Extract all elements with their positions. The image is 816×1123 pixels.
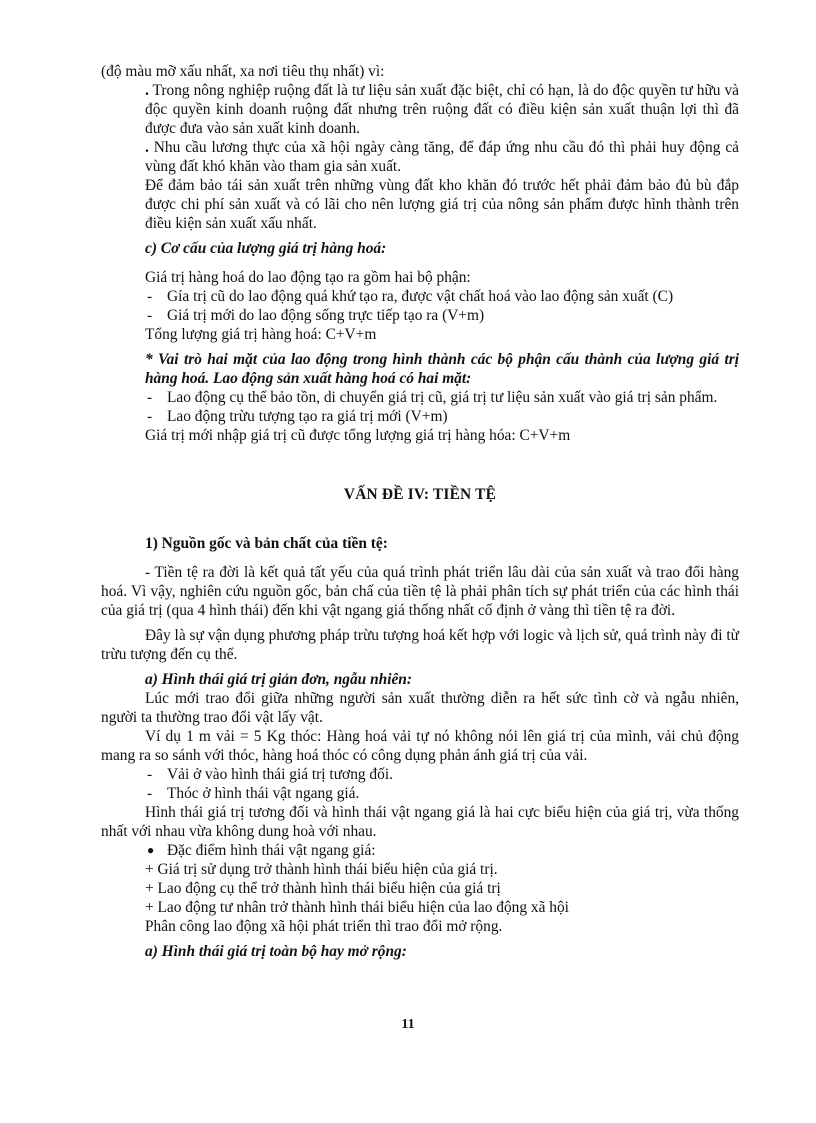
dash-marker: - (147, 766, 153, 783)
structure-total: Tổng lượng giá trị hàng hoá: C+V+m (145, 326, 377, 343)
document-page (101, 62, 739, 961)
structure-intro: Giá trị hàng hoá do lao động tạo ra gồm hai bộ phận: (145, 269, 471, 286)
reason-1-dot: . (145, 82, 149, 99)
heading-next-form: a) Hình thái giá trị toàn bộ hay mở rộng: (145, 943, 407, 960)
role-total: Giá trị mới nhập giá trị cũ được tổng lượng giá trị hàng hóa: C+V+m (145, 427, 571, 444)
paragraph-early-exchange: Lúc mới trao đổi giữa những người sản xuất thường diễn ra hết sức tình cờ và ngẫu nhiên, người ta thường trao đổi vật lấy vật. (101, 690, 739, 726)
chapter-title: VẤN ĐỀ IV: TIỀN TỆ (343, 486, 497, 503)
structure-item-text: Gía trị cũ do lao động quá khứ tạo ra, được vật chất hoá vào lao động sản xuất (C) (167, 288, 674, 305)
reason-1-text: Trong nông nghiệp ruộng đất là tư liệu sản xuất đặc biệt, chỉ có hạn, là do độc quyền tư hữu và độc quyền kinh doanh ruộng đất nhưng trên ruộng đất có điều kiện sản xuất thuận lợi thì đã được đưa vào sản xuất kinh doanh. (145, 82, 739, 137)
form-item-relative (101, 765, 739, 784)
dash-marker: - (147, 408, 153, 425)
paragraph-origin: - Tiền tệ ra đời là kết quả tất yếu của quá trình phát triển lâu dài của sản xuất và trao đổi hàng hoá. Vì vậy, nghiên cứu nguồn gốc, bản chấ của tiền tệ là phải phân tích sự phát triển của các hình thái của giá trị (qua 4 hình thái) đến khi vật ngang giá thống nhất cố định ở vàng thì tiền tệ ra đời. (101, 564, 739, 619)
bullet-dot-icon: ● (147, 843, 155, 857)
dash-marker: - (147, 389, 153, 406)
role-item-concrete-labor (101, 388, 739, 407)
role-item-text: Lao động trừu tượng tạo ra giá trị mới (V+m) (167, 408, 448, 425)
structure-item-new-value (101, 306, 739, 325)
role-item-abstract-labor (101, 407, 739, 426)
dash-marker: - (147, 307, 153, 324)
feature-item: + Lao động cụ thể trở thành hình thái biểu hiện của giá trị (145, 880, 501, 897)
form-item-equivalent (101, 784, 739, 803)
dash-marker: - (147, 785, 153, 802)
heading-a-simple-form: a) Hình thái giá trị giản đơn, ngẫu nhiên: (145, 671, 412, 688)
conclusion-paragraph: Để đảm bảo tái sản xuất trên những vùng đất kho khăn đó trước hết phải đảm bảo đủ bù đắp được chi phí sản xuất và có lãi cho nên lượng giá trị của nông sản phẩm được hình thành trên điều kiện sản xuất xấu nhất. (145, 177, 739, 232)
reason-1 (101, 81, 739, 138)
reason-2-text: Nhu cầu lương thực của xã hội ngày càng tăng, để đáp ứng nhu cầu đó thì phải huy động cả vùng đất khó khăn vào tham gia sản xuất. (145, 139, 739, 175)
paragraph-example: Ví dụ 1 m vải = 5 Kg thóc: Hàng hoá vải tự nó không nói lên giá trị của mình, vải chủ động mang ra so sánh với thóc, hàng hoá thóc có công dụng phản ánh giá trị của vải. (101, 728, 739, 764)
role-item-text: Lao động cụ thể bảo tồn, di chuyển giá trị cũ, giá trị tư liệu sản xuất vào giá trị sản phẩm. (167, 389, 718, 406)
structure-item-text: Giá trị mới do lao động sống trực tiếp tạo ra (V+m) (167, 307, 485, 324)
paragraph-two-poles: Hình thái giá trị tương đối và hình thái vật ngang giá là hai cực biểu hiện của giá trị, vừa thống nhất với nhau vừa không dung hoà với nhau. (101, 804, 739, 840)
form-item-text: Vải ở vào hình thái giá trị tương đối. (167, 766, 393, 783)
feature-item: + Lao động tư nhân trở thành hình thái biểu hiện của lao động xã hội (145, 899, 569, 916)
heading-c-structure: c) Cơ cấu của lượng giá trị hàng hoá: (145, 240, 387, 257)
section-1-heading: 1) Nguồn gốc và bản chất của tiền tệ: (145, 535, 388, 552)
paragraph-method: Đây là sự vận dụng phương pháp trừu tượng hoá kết hợp với logic và lịch sử, quá trình này đi từ trừu tượng đến cụ thể. (101, 627, 739, 663)
feature-item: + Giá trị sử dụng trở thành hình thái biểu hiện của giá trị. (145, 861, 498, 878)
features-bullet-text: Đặc điểm hình thái vật ngang giá: (167, 842, 376, 859)
features-bullet (101, 841, 739, 860)
structure-item-old-value (101, 287, 739, 306)
division-of-labor: Phân công lao động xã hội phát triển thì trao đổi mở rộng. (145, 918, 503, 935)
intro-line: (độ màu mỡ xấu nhất, xa nơi tiêu thụ nhất) vì: (101, 63, 385, 80)
reason-2 (101, 138, 739, 176)
reason-2-dot: . (145, 139, 149, 156)
dash-marker: - (147, 288, 153, 305)
role-heading: * Vai trò hai mặt của lao động trong hình thành các bộ phận cấu thành của lượng giá trị hàng hoá. Lao động sản xuất hàng hoá có hai mặt: (145, 351, 739, 387)
page-number: 11 (401, 1017, 415, 1032)
form-item-text: Thóc ở hình thái vật ngang giá. (167, 785, 360, 802)
